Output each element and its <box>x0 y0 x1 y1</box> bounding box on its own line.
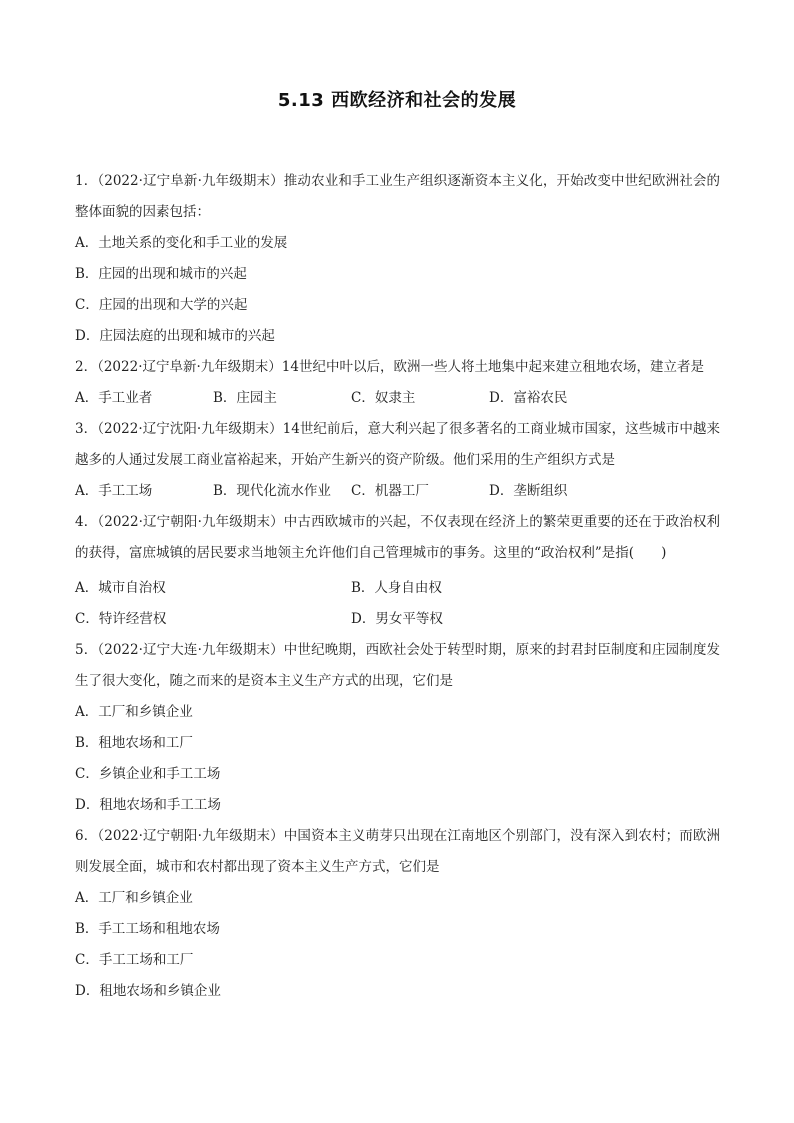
question-stem <box>75 507 720 569</box>
question-text: （2022·辽宁沈阳·九年级期末）14世纪前后，意大利兴起了很多著名的工商业城市国家，这些城市中越来越多的人通过发展工商业富裕起来，开始产生新兴的资产阶级。他们采用的生产组织方式是 <box>75 421 720 468</box>
option-d: D．垄断组织 <box>489 483 568 499</box>
question-number: 5． <box>75 642 98 658</box>
option-a: A．手工业者 <box>75 390 153 406</box>
question-text: （2022·辽宁大连·九年级期末）中世纪晚期，西欧社会处于转型时期，原来的封君封臣制度和庄园制度发生了很大变化，随之而来的是资本主义生产方式的出现，它们是 <box>75 642 720 689</box>
question-stem <box>75 352 720 383</box>
option-c: C．乡镇企业和手工工场 <box>75 766 221 782</box>
question-1 <box>75 166 720 352</box>
option-a: A．土地关系的变化和手工业的发展 <box>75 235 288 251</box>
option-a: A．工厂和乡镇企业 <box>75 890 193 906</box>
question-2 <box>75 352 720 414</box>
question-number: 4． <box>75 514 98 530</box>
option-d: D．庄园法庭的出现和城市的兴起 <box>75 328 275 344</box>
question-5 <box>75 635 720 821</box>
option-b: B．现代化流水作业 <box>213 483 331 499</box>
options-row <box>75 604 720 635</box>
options-row <box>75 383 720 414</box>
question-number: 6． <box>75 828 98 844</box>
question-number: 2． <box>75 359 98 375</box>
question-number: 1． <box>75 173 98 189</box>
option-a: A．工厂和乡镇企业 <box>75 704 193 720</box>
question-number: 3． <box>75 421 98 437</box>
question-3 <box>75 414 720 507</box>
option-a: A．手工工场 <box>75 483 153 499</box>
option-b: B．庄园的出现和城市的兴起 <box>75 266 247 282</box>
option-a: A．城市自治权 <box>75 580 166 596</box>
question-6 <box>75 821 720 1007</box>
question-list <box>75 166 720 1007</box>
question-4 <box>75 507 720 635</box>
option-d: D．租地农场和乡镇企业 <box>75 983 221 999</box>
question-stem <box>75 166 720 228</box>
question-text: （2022·辽宁朝阳·九年级期末）中国资本主义萌芽只出现在江南地区个别部门，没有深入到农村；而欧洲则发展全面，城市和农村都出现了资本主义生产方式，它们是 <box>75 828 720 875</box>
option-c: C．手工工场和工厂 <box>75 952 194 968</box>
question-text: （2022·辽宁阜新·九年级期末）14世纪中叶以后，欧洲一些人将土地集中起来建立租地农场，建立者是 <box>97 359 704 375</box>
question-stem <box>75 821 720 883</box>
option-c: C．特许经营权 <box>75 611 167 627</box>
question-text: （2022·辽宁朝阳·九年级期末）中古西欧城市的兴起，不仅表现在经济上的繁荣更重要的还在于政治权利的获得，富庶城镇的居民要求当地领主允许他们自己管理城市的事务。这里的“政治权利”是指( ) <box>75 514 720 561</box>
question-stem <box>75 414 720 476</box>
question-stem <box>75 635 720 697</box>
option-d: D．男女平等权 <box>351 611 443 627</box>
option-c: C．庄园的出现和大学的兴起 <box>75 297 248 313</box>
options-row <box>75 573 720 604</box>
option-d: D．租地农场和手工工场 <box>75 797 221 813</box>
options-row <box>75 476 720 507</box>
question-text: （2022·辽宁阜新·九年级期末）推动农业和手工业生产组织逐渐资本主义化，开始改变中世纪欧洲社会的整体面貌的因素包括： <box>75 173 720 220</box>
option-b: B．庄园主 <box>213 390 277 406</box>
option-c: C．机器工厂 <box>351 483 429 499</box>
option-b: B．手工工场和租地农场 <box>75 921 220 937</box>
page-title: 5.13 西欧经济和社会的发展 <box>277 90 517 111</box>
option-b: B．租地农场和工厂 <box>75 735 193 751</box>
option-c: C．奴隶主 <box>351 390 416 406</box>
option-b: B．人身自由权 <box>351 580 442 596</box>
option-d: D．富裕农民 <box>489 390 568 406</box>
